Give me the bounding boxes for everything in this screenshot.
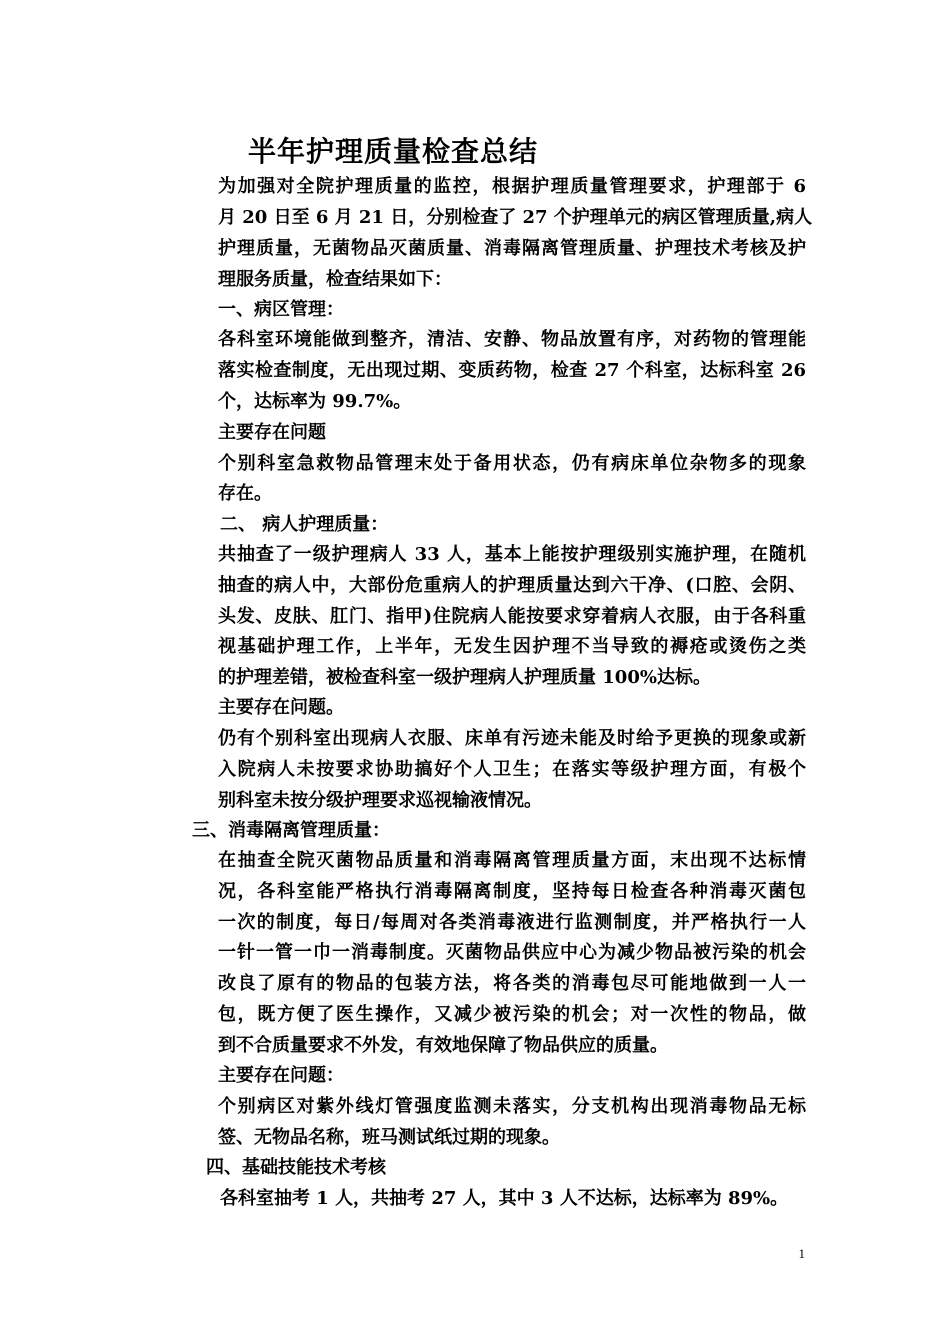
paragraph-line: 个，达标率为 99.7%。: [218, 391, 412, 412]
paragraph-line: 签、无物品名称，班马测试纸过期的现象。: [218, 1127, 560, 1148]
paragraph-line: 况，各科室能严格执行消毒隔离制度，坚持每日检查各种消毒灭菌包: [218, 881, 806, 902]
paragraph-line: 抽查的病人中，大部份危重病人的护理质量达到六干净、(口腔、会阴、: [218, 575, 806, 596]
section-heading-3: 三、消毒隔离管理质量：: [192, 820, 390, 841]
paragraph-line: 包，既方便了医生操作，又减少被污染的机会；对一次性的物品，做: [218, 1004, 806, 1025]
paragraph-line: 头发、皮肤、肛门、指甲)住院病人能按要求穿着病人衣服，由于各科重: [218, 606, 806, 627]
paragraph-line: 别科室未按分级护理要求巡视输液情况。: [218, 790, 542, 811]
paragraph-line: 为加强对全院护理质量的监控，根据护理质量管理要求，护理部于 6: [218, 176, 806, 197]
paragraph-line: 一次的制度，每日/每周对各类消毒液进行监测制度，并严格执行一人: [218, 912, 806, 933]
subheading-problems: 主要存在问题：: [218, 1065, 344, 1086]
paragraph-line: 落实检查制度，无出现过期、变质药物，检查 27 个科室，达标科室 26: [218, 360, 806, 381]
section-heading-1: 一、病区管理：: [218, 299, 344, 320]
paragraph-line: 一针一管一巾一消毒制度。灭菌物品供应中心为减少物品被污染的机会: [218, 942, 806, 963]
section-heading-4: 四、基础技能技术考核: [206, 1157, 386, 1178]
paragraph-line: 存在。: [218, 483, 272, 504]
paragraph-line: 在抽查全院灭菌物品质量和消毒隔离管理质量方面，末出现不达标情: [218, 850, 806, 871]
paragraph-line: 护理质量，无菌物品灭菌质量、消毒隔离管理质量、护理技术考核及护: [218, 238, 806, 259]
paragraph-line: 到不合质量要求不外发，有效地保障了物品供应的质量。: [218, 1035, 668, 1056]
subheading-problems: 主要存在问题。: [218, 697, 344, 718]
subheading-problems: 主要存在问题: [218, 422, 326, 443]
paragraph-line: 视基础护理工作，上半年，无发生因护理不当导致的褥疮或烫伤之类: [218, 636, 806, 657]
paragraph-line: 月 20 日至 6 月 21 日，分别检查了 27 个护理单元的病区管理质量,病人: [218, 207, 813, 228]
section-heading-2: 二、 病人护理质量：: [220, 514, 389, 535]
paragraph-line: 共抽查了一级护理病人 33 人，基本上能按护理级别实施护理，在随机: [218, 544, 806, 565]
paragraph-line: 理服务质量，检查结果如下：: [218, 269, 452, 290]
paragraph-line: 各科室环境能做到整齐，清洁、安静、物品放置有序，对药物的管理能: [218, 329, 806, 350]
paragraph-line: 个别病区对紫外线灯管强度监测未落实，分支机构出现消毒物品无标: [218, 1096, 806, 1117]
page-number: 1: [798, 1246, 805, 1261]
paragraph-line: 仍有个别科室出现病人衣服、床单有污迹未能及时给予更换的现象或新: [218, 728, 806, 749]
document-title: 半年护理质量检查总结: [248, 135, 539, 168]
paragraph-line: 的护理差错，被检查科室一级护理病人护理质量 100%达标。: [218, 667, 711, 688]
paragraph-line: 各科室抽考 1 人，共抽考 27 人，其中 3 人不达标，达标率为 89%。: [220, 1188, 789, 1209]
paragraph-line: 个别科室急救物品管理末处于备用状态，仍有病床单位杂物多的现象: [218, 453, 806, 474]
paragraph-line: 改良了原有的物品的包装方法，将各类的消毒包尽可能地做到一人一: [218, 973, 806, 994]
paragraph-line: 入院病人未按要求协助搞好个人卫生；在落实等级护理方面，有极个: [218, 759, 806, 780]
